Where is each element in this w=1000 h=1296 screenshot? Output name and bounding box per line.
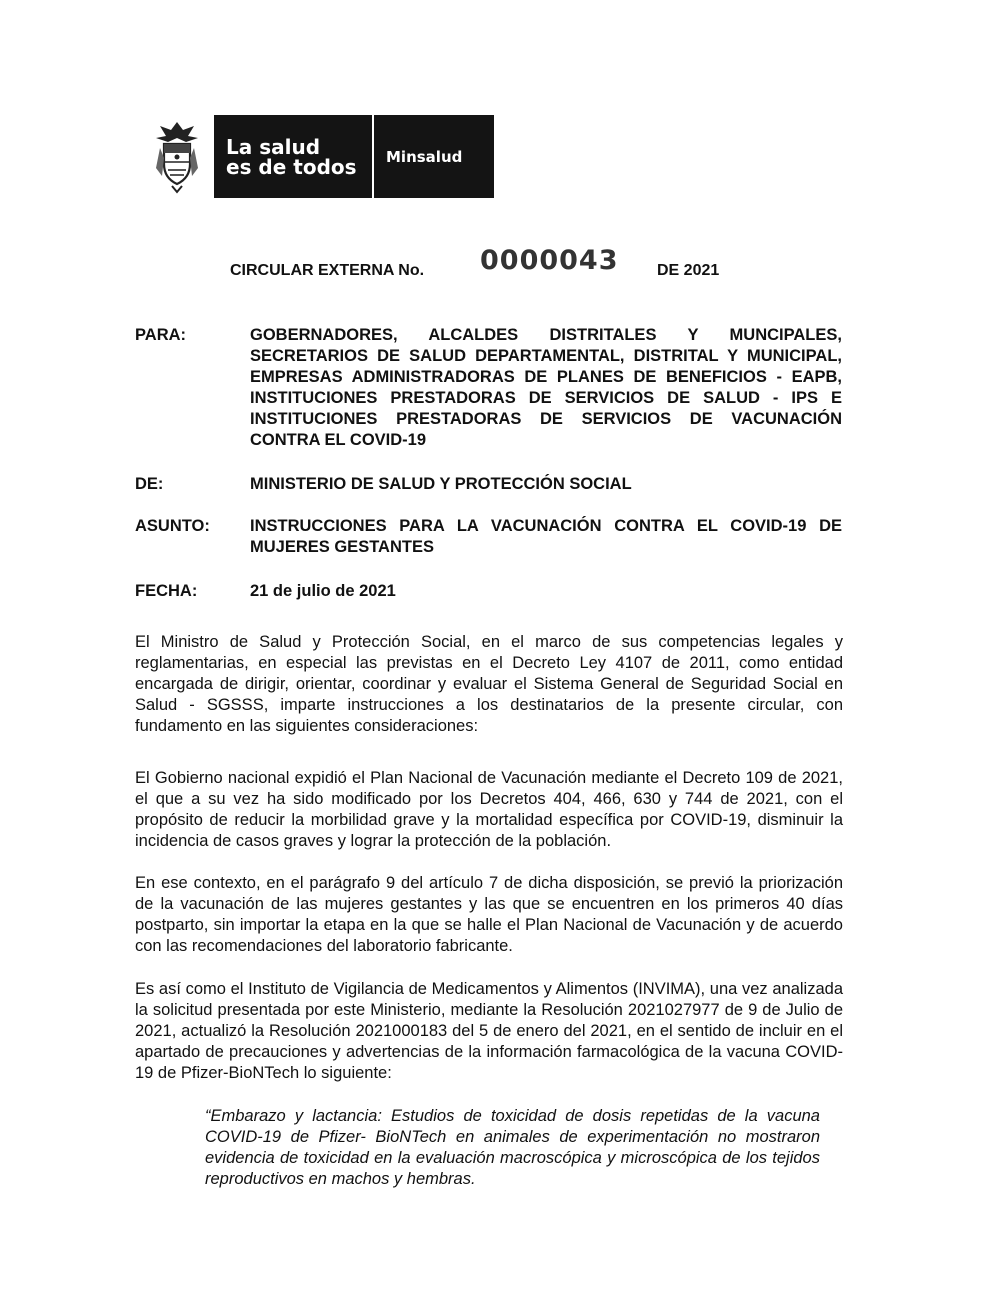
fecha-label: FECHA: <box>135 582 198 600</box>
circular-label: CIRCULAR EXTERNA No. <box>230 262 425 279</box>
field-para <box>135 325 845 455</box>
field-fecha <box>135 581 845 603</box>
asunto-value: INSTRUCCIONES PARA LA VACUNACIÓN CONTRA EL COVID-19 DE MUJERES GESTANTES <box>250 517 842 556</box>
body-paragraph-2: El Gobierno nacional expidió el Plan Nacional de Vacunación mediante el Decreto 109 de 2021, el que a su vez ha sido modificado por los Decretos 404, 466, 630 y 744 de 2021, con el propósito de reducir la morbilidad grave y la mortalidad específica por COVID-19, disminuir la incidencia de casos graves y lograr la protección de la población. <box>135 769 843 850</box>
circular-heading <box>230 245 750 285</box>
field-de <box>135 474 845 496</box>
ministry-short-name: Minsalud <box>386 147 463 166</box>
slogan-text: La salud es de todos <box>226 134 357 179</box>
header-logo <box>148 115 494 198</box>
banner-divider <box>372 115 374 198</box>
body-paragraph-1: El Ministro de Salud y Protección Social, en el marco de sus competencias legales y reglamentarias, en especial las previstas en el Decreto Ley 4107 de 2011, como entidad encargada de dirigir, orientar, coordinar y evaluar el Sistema General de Seguridad Social en Salud - SGSSS, imparte instrucciones a los destinatarios de la presente circular, con fundamento en las siguientes consideraciones: <box>135 633 843 735</box>
fecha-value: 21 de julio de 2021 <box>250 582 396 600</box>
block-quote: “Embarazo y lactancia: Estudios de toxicidad de dosis repetidas de la vacuna COVID-19 de Pfizer- BioNTech en animales de experimentación no mostraron evidencia de toxicidad en la evaluación macroscópica y microscópica de los tejidos reproductivos en machos y hembras. <box>205 1107 820 1188</box>
brand-banner <box>214 115 494 198</box>
de-value: MINISTERIO DE SALUD Y PROTECCIÓN SOCIAL <box>250 475 632 493</box>
field-asunto <box>135 516 845 560</box>
para-value: GOBERNADORES, ALCALDES DISTRITALES Y MUNCIPALES, SECRETARIOS DE SALUD DEPARTAMENTAL, DISTRITAL Y MUNICIPAL, EMPRESAS ADMINISTRADORAS DE PLANES DE BENEFICIOS - EAPB, INSTITUCIONES PRESTADORAS DE SERVICIOS DE SALUD - IPS E INSTITUCIONES PRESTADORAS DE SERVICIOS DE VACUNACIÓN CONTRA EL COVID-19 <box>250 326 842 449</box>
circular-number: 0000043 <box>480 245 619 276</box>
circular-year: DE 2021 <box>657 262 720 279</box>
body-paragraph-3: En ese contexto, en el parágrafo 9 del artículo 7 de dicha disposición, se previó la priorización de la vacunación de las mujeres gestantes y las que se encuentren en los primeros 40 días postparto, sin importar la etapa en la que se halle el Plan Nacional de Vacunación y de acuerdo con las recomendaciones del laboratorio fabricante. <box>135 874 843 955</box>
para-label: PARA: <box>135 326 187 344</box>
body-paragraph-4: Es así como el Instituto de Vigilancia de Medicamentos y Alimentos (INVIMA), una vez analizada la solicitud presentada por este Ministerio, mediante la Resolución 2021027977 de 9 de Julio de 2021, actualizó la Resolución 2021000183 del 5 de enero del 2021, en el sentido de incluir en el apartado de precauciones y advertencias de la información farmacológica de la vacuna COVID-19 de Pfizer-BioNTech lo siguiente: <box>135 980 843 1082</box>
colombia-coat-of-arms-icon <box>148 115 206 198</box>
asunto-label: ASUNTO: <box>135 517 210 535</box>
de-label: DE: <box>135 475 164 493</box>
